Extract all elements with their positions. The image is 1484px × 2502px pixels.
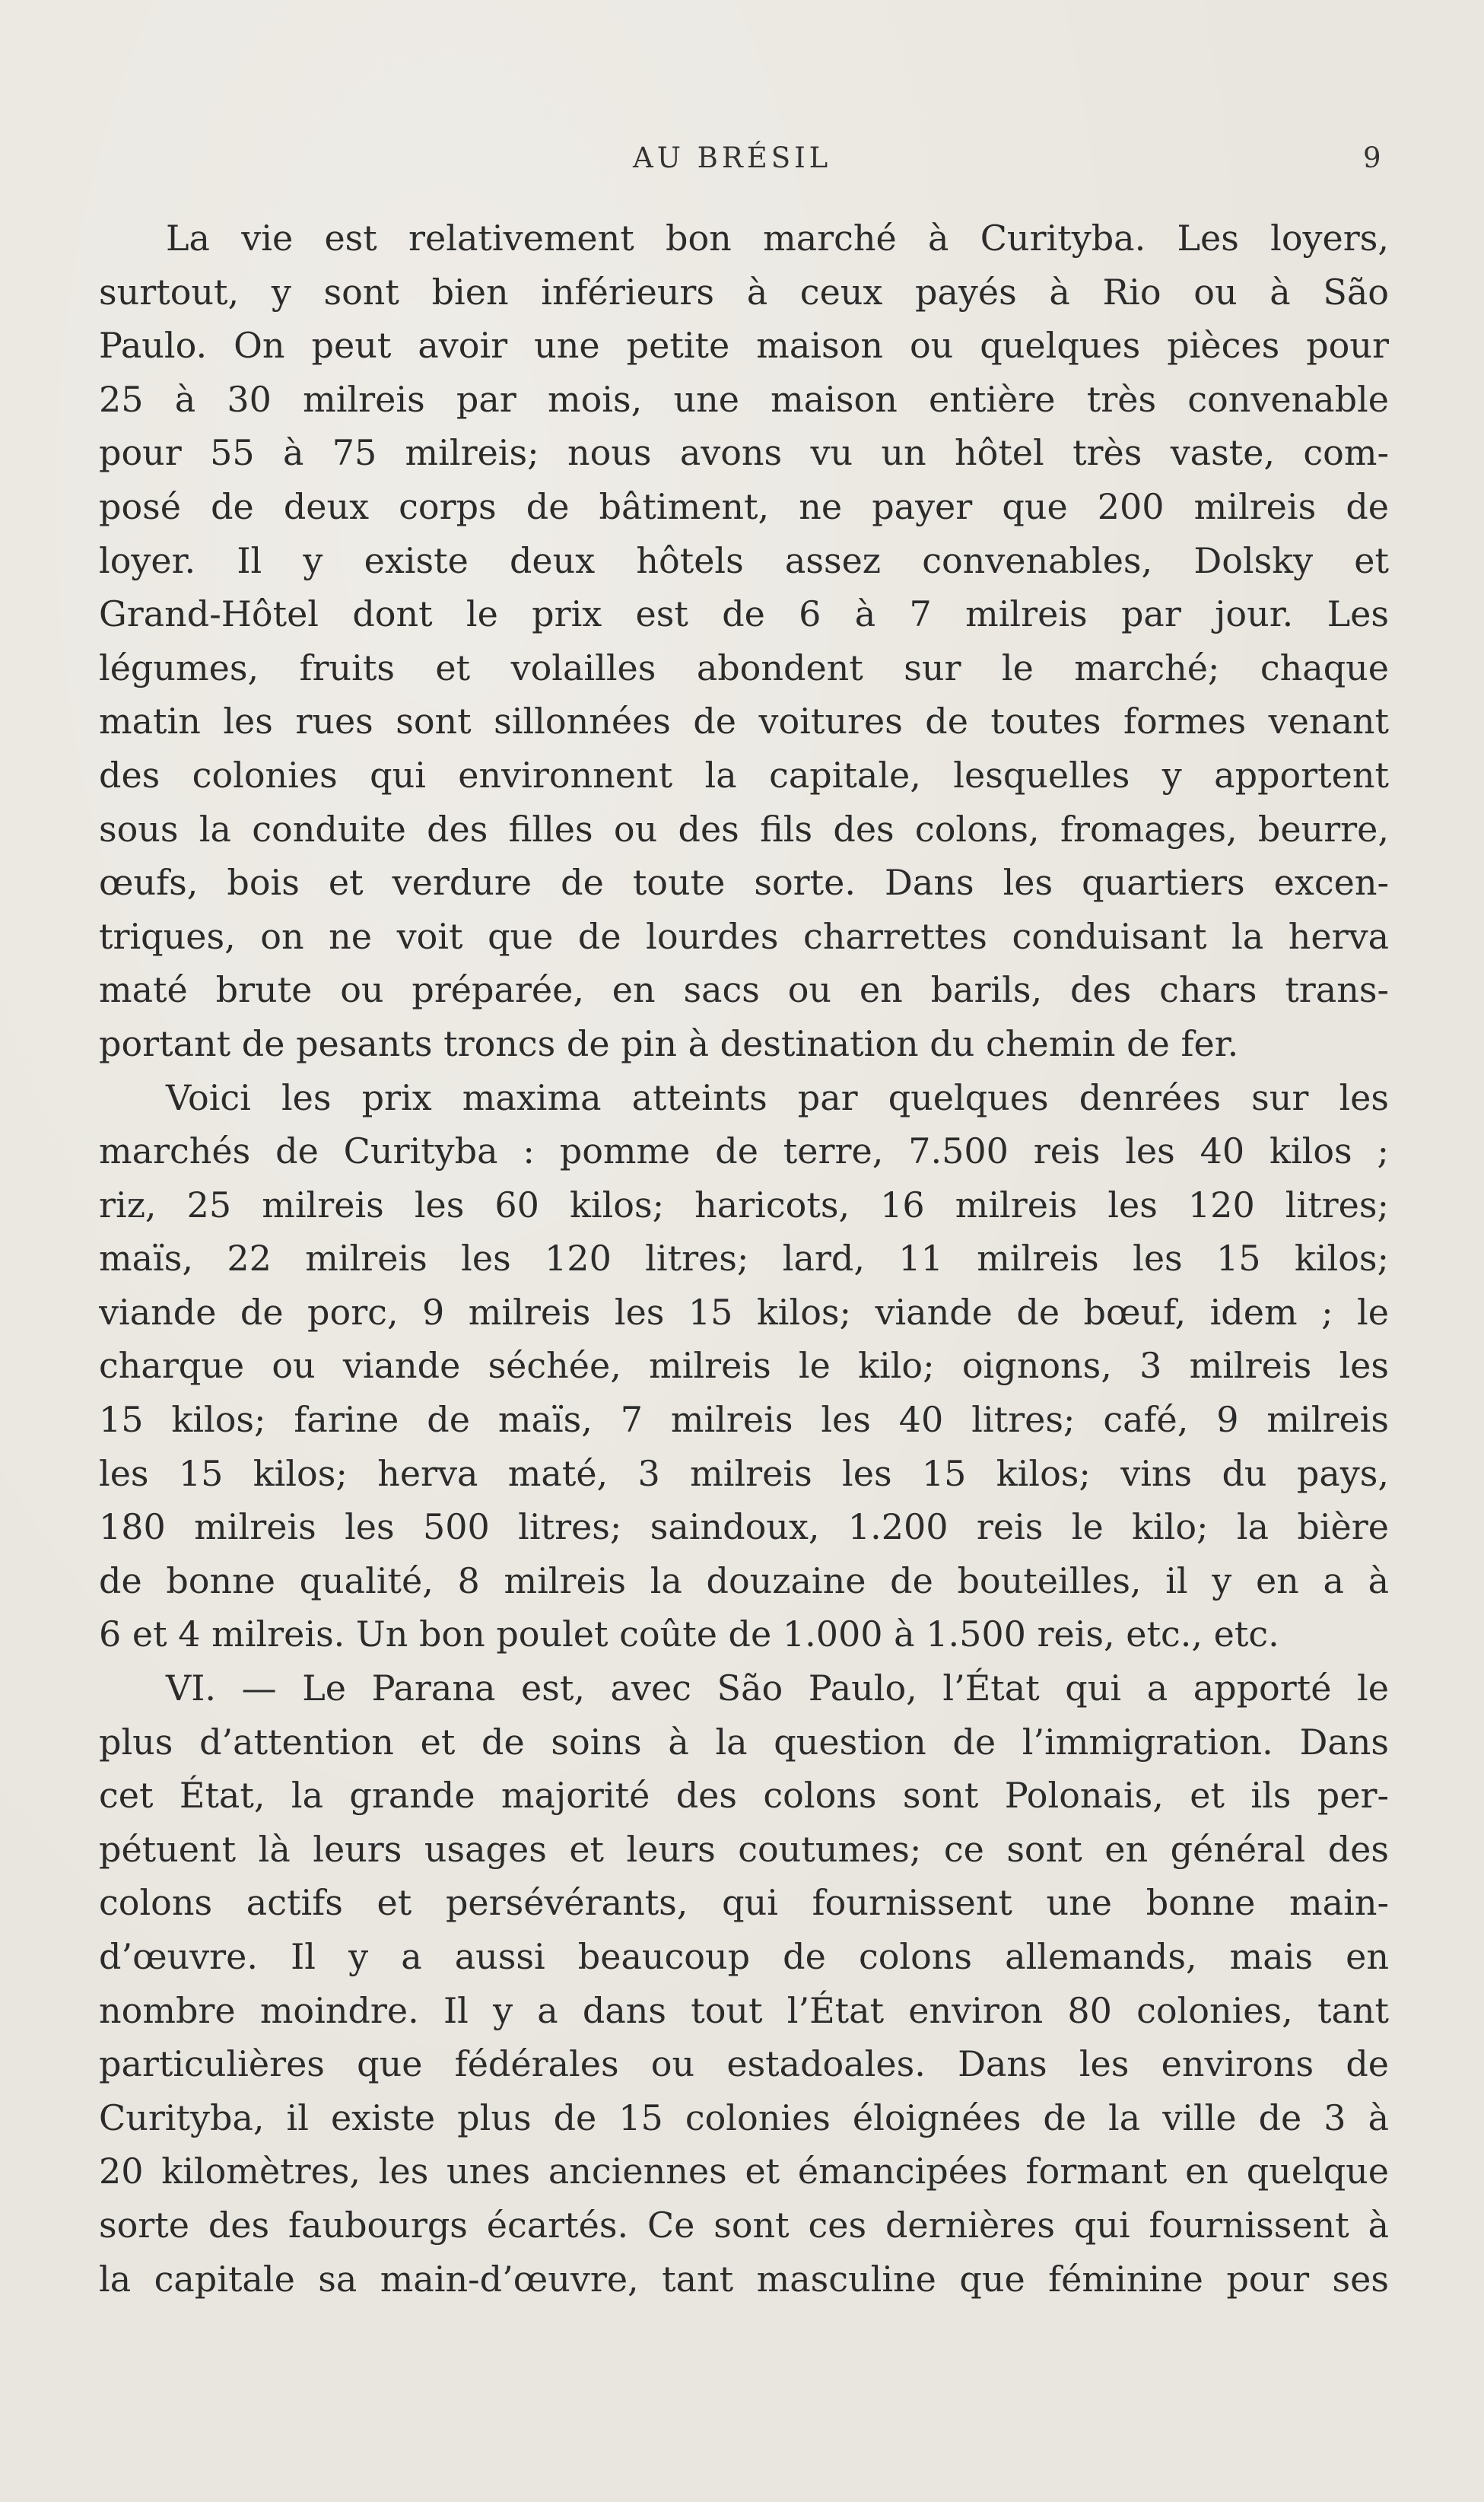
page-number: 9 [1363,141,1381,174]
text-line: nombre moindre. Il y a dans tout l’État environ 80 colonies, tant [99,1989,1389,2031]
text-line: d’œuvre. Il y a aussi beaucoup de colons allemands, mais en [99,1936,1389,1977]
text-line: portant de pesants troncs de pin à destination du chemin de fer. [99,1022,1239,1064]
text-line: légumes, fruits et volailles abondent sur le marché; chaque [99,647,1389,688]
text-line: riz, 25 milreis les 60 kilos; haricots, 16 milreis les 120 litres; [99,1184,1389,1226]
text-line: des colonies qui environnent la capitale, lesquelles y apportent [99,754,1389,796]
text-line: les 15 kilos; herva maté, 3 milreis les 15 kilos; vins du pays, [99,1452,1389,1494]
text-line: 25 à 30 milreis par mois, une maison entière très convenable [99,378,1389,420]
text-line: 180 milreis les 500 litres; saindoux, 1.200 reis le kilo; la bière [99,1506,1389,1548]
text-line: pour 55 à 75 milreis; nous avons vu un hôtel très vaste, com- [99,432,1389,474]
text-line: 6 et 4 milreis. Un bon poulet coûte de 1.000 à 1.500 reis, etc., etc. [99,1613,1279,1655]
text-line: particulières que fédérales ou estadoales. Dans les environs de [99,2043,1389,2085]
text-line: 20 kilomètres, les unes anciennes et émancipées formant en quelque [99,2151,1389,2192]
text-line: triques, on ne voit que de lourdes charrettes conduisant la herva [99,915,1389,957]
text-line: posé de deux corps de bâtiment, ne payer que 200 milreis de [99,485,1389,527]
text-line: cet État, la grande majorité des colons sont Polonais, et ils per- [99,1775,1389,1817]
text-line: surtout, y sont bien inférieurs à ceux payés à Rio ou à São [99,271,1389,313]
text-line: sorte des faubourgs écartés. Ce sont ces dernières qui fournissent à [99,2204,1389,2246]
text-line: Voici les prix maxima atteints par quelques denrées sur les [166,1076,1389,1118]
text-line: maïs, 22 milreis les 120 litres; lard, 11 milreis les 15 kilos; [99,1238,1389,1280]
running-head [0,141,1484,187]
text-line: de bonne qualité, 8 milreis la douzaine de bouteilles, il y en a à [99,1559,1389,1601]
text-line: la capitale sa main-d’œuvre, tant masculine que féminine pour ses [99,2258,1389,2300]
text-line: matin les rues sont sillonnées de voitures de toutes formes venant [99,701,1389,742]
text-line: Grand-Hôtel dont le prix est de 6 à 7 milreis par jour. Les [99,593,1389,635]
text-line: viande de porc, 9 milreis les 15 kilos; viande de bœuf, idem ; le [99,1291,1389,1333]
text-line: pétuent là leurs usages et leurs coutumes; ce sont en général des [99,1828,1389,1870]
body-text [99,211,1389,2306]
text-line: 15 kilos; farine de maïs, 7 milreis les 40 litres; café, 9 milreis [99,1399,1389,1441]
text-line: Paulo. On peut avoir une petite maison ou quelques pièces pour [99,325,1389,367]
text-line: œufs, bois et verdure de toute sorte. Dans les quartiers excen- [99,862,1389,904]
text-line: La vie est relativement bon marché à Curityba. Les loyers, [166,218,1389,259]
text-line: marchés de Curityba : pomme de terre, 7.500 reis les 40 kilos ; [99,1130,1389,1172]
text-line: Curityba, il existe plus de 15 colonies éloignées de la ville de 3 à [99,2097,1389,2138]
text-line: plus d’attention et de soins à la question de l’immigration. Dans [99,1721,1389,1763]
text-line: VI. — Le Parana est, avec São Paulo, l’État qui a apporté le [166,1667,1389,1709]
text-line: charque ou viande séchée, milreis le kilo; oignons, 3 milreis les [99,1345,1389,1387]
text-line: colons actifs et persévérants, qui fournissent une bonne main- [99,1882,1389,1924]
running-title: AU BRÉSIL [633,141,832,174]
text-line: sous la conduite des filles ou des fils des colons, fromages, beurre, [99,808,1389,850]
text-line: loyer. Il y existe deux hôtels assez convenables, Dolsky et [99,539,1389,581]
text-line: maté brute ou préparée, en sacs ou en barils, des chars trans- [99,969,1389,1011]
